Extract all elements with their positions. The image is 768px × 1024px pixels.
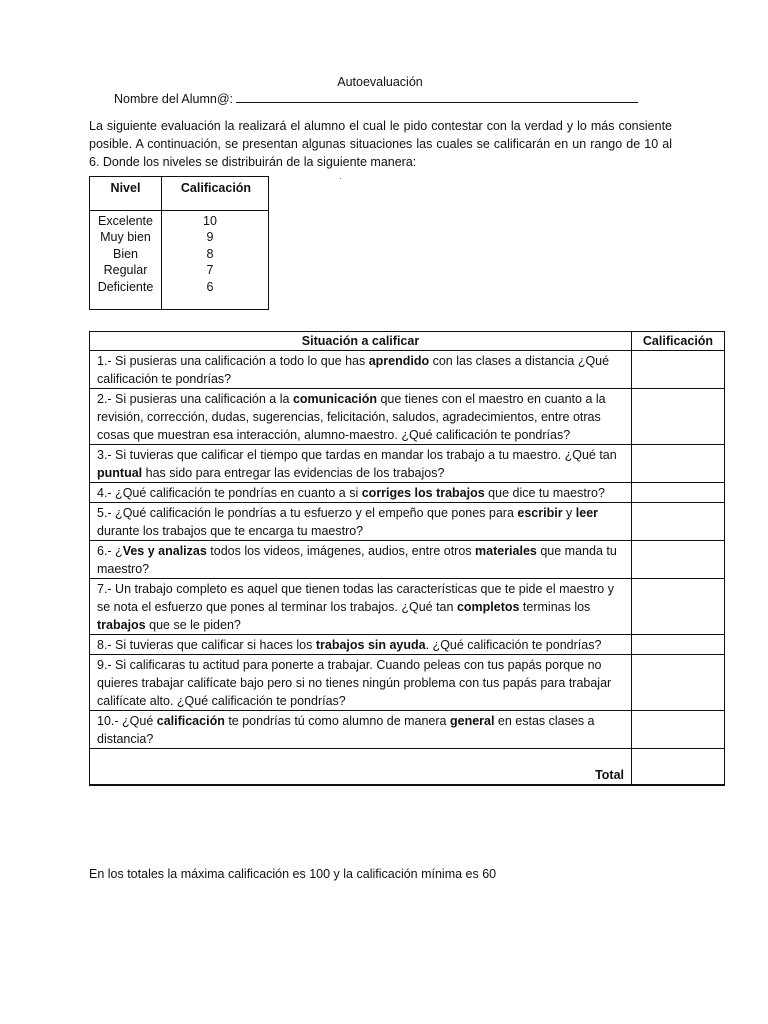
question-text [90,579,632,635]
level-score: 10 [203,214,217,228]
level-name: Deficiente [97,279,154,294]
intro-paragraph: La siguiente evaluación la realizará el alumno el cual le pido contestar con la verdad y lo más consiente posible. A continuación, se presentan algunas situaciones las cuales se calificarán en un rango de 10 al 6. Donde los niveles se distribuirán de la siguiente manera: [89,119,672,169]
grade-cell[interactable] [632,579,725,635]
stray-dot: · [339,174,342,183]
question-fragment: 7.- Un trabajo completo es aquel que tienen todas las características que te pide el maestro y se nota el esfuerzo que pones al terminar los trabajos. ¿Qué tan [97,582,614,614]
question-fragment: 2.- Si pusieras una calificación a la [97,392,293,406]
question-fragment: y [562,506,576,520]
grade-cell[interactable] [632,483,725,503]
question-row [90,389,725,445]
grade-cell[interactable] [632,635,725,655]
header-calificacion: Calificación [632,332,725,351]
evaluation-body [90,351,725,786]
grade-cell[interactable] [632,445,725,483]
question-fragment: que tienes con el maestro en cuanto a la revisión, corrección, dudas, sugerencias, felicitación, saludos, agradecimientos, entre otras cosas que muestran esa interacción, alumno-maestro. ¿Qué calificación te pondrías? [97,392,606,442]
question-fragment: que se le piden? [145,618,241,632]
question-keyword: trabajos [97,618,146,632]
question-keyword: corriges los trabajos [361,486,485,500]
level-name: Bien [112,246,139,261]
grade-cell[interactable] [632,503,725,541]
total-label: Total [90,749,632,786]
question-fragment: . ¿Qué calificación te pondrías? [425,638,602,652]
question-row [90,635,725,655]
level-name: Muy bien [100,230,151,245]
question-fragment: en estas clases a distancia? [97,714,595,746]
question-row [90,503,725,541]
grade-cell[interactable] [632,389,725,445]
question-fragment: 4.- ¿Qué calificación te pondrías en cuanto a si [97,486,362,500]
question-row [90,351,725,389]
question-row [90,579,725,635]
grade-cell[interactable] [632,541,725,579]
level-name: Excelente [98,214,153,228]
question-fragment: todos los videos, imágenes, audios, entre otros [206,544,476,558]
levels-nivel-column [90,213,161,295]
question-row [90,655,725,711]
question-text [90,541,632,579]
level-score: 6 [206,279,214,294]
question-keyword: leer [575,506,599,520]
question-fragment: con las clases a distancia ¿Qué calificación te pondrías? [97,354,610,386]
question-fragment: te pondrías tú como alumno de manera [224,714,450,728]
question-text [90,483,632,503]
question-fragment: 3.- Si tuvieras que calificar el tiempo que tardas en mandar los trabajo a tu maestro. ¿Qué tan [97,448,617,462]
level-score: 9 [206,230,214,245]
question-fragment: 1.- Si pusieras una calificación a todo lo que has [97,354,369,368]
question-keyword: general [449,714,495,728]
question-text [90,503,632,541]
question-text [90,445,632,483]
totals-note: En los totales la máxima calificación es 100 y la calificación mínima es 60 [89,867,497,881]
question-keyword: puntual [97,466,143,480]
level-score: 8 [206,246,214,261]
question-text [90,635,632,655]
question-fragment: has sido para entregar las evidencias de los trabajos? [142,466,445,480]
levels-calificacion-column [162,213,258,295]
levels-table [89,176,269,310]
level-name: Regular [103,263,148,278]
question-row [90,445,725,483]
question-fragment: terminas los [519,600,591,614]
question-text [90,389,632,445]
question-fragment: que manda tu [536,544,617,558]
grade-cell[interactable] [632,655,725,711]
question-fragment: que dice tu maestro? [484,486,605,500]
question-fragment: 9.- Si calificaras tu actitud para ponerte a trabajar. Cuando peleas con tus papás porque no quieres trabajar califícate bajo pero si no tienes ningún problema con tus papás para trabajar califícate alto. ¿Qué calificación te pondrías? [97,658,612,708]
document-title: Autoevaluación [337,75,423,89]
total-row [90,749,725,786]
question-keyword: trabajos sin ayuda [315,638,426,652]
question-keyword: aprendido [368,354,430,368]
level-score: 7 [206,263,214,278]
question-text [90,351,632,389]
question-fragment: durante los trabajos que te encarga tu maestro? [97,524,364,538]
evaluation-table [89,331,725,786]
question-keyword: comunicación [292,392,377,406]
grade-cell[interactable] [632,351,725,389]
levels-header-calificacion: Calificación [180,181,252,195]
grade-cell[interactable] [632,711,725,749]
levels-header-nivel: Nivel [110,181,141,195]
levels-divider-horizontal [90,210,268,211]
question-fragment: 6.- ¿ [97,544,123,558]
student-name-blank [236,89,638,103]
question-keyword: calificación [156,714,225,728]
evaluation-header-row [90,332,725,351]
header-situacion: Situación a calificar [90,332,632,351]
question-text [90,655,632,711]
question-fragment: maestro? [97,562,150,576]
question-row [90,541,725,579]
question-keyword: materiales [475,544,537,558]
question-row [90,711,725,749]
question-keyword: escribir [517,506,563,520]
question-keyword: completos [456,600,520,614]
question-row [90,483,725,503]
question-fragment: 5.- ¿Qué calificación le pondrías a tu esfuerzo y el empeño que pones para [97,506,518,520]
question-fragment: 8.- Si tuvieras que calificar si haces los [97,638,316,652]
question-fragment: 10.- ¿Qué [97,714,157,728]
student-name-label: Nombre del Alumn@: [114,92,233,106]
student-name-line [114,89,638,108]
question-keyword: Ves y analizas [122,544,207,558]
total-grade-cell[interactable] [632,749,725,786]
question-text [90,711,632,749]
